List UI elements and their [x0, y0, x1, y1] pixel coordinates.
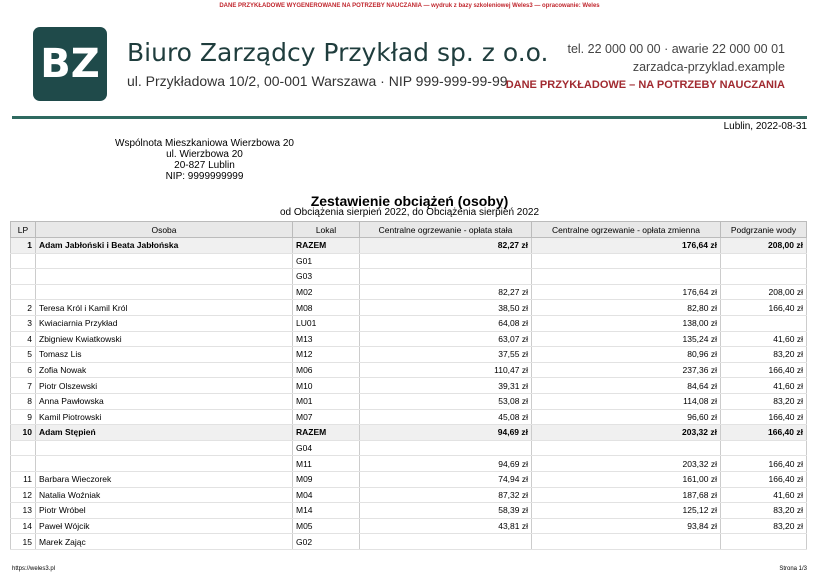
cell-lp: 7	[11, 378, 36, 394]
cell-osoba: Zofia Nowak	[36, 362, 293, 378]
recipient-city: 20-827 Lublin	[174, 160, 235, 171]
cell-lp: 4	[11, 331, 36, 347]
cell-water-heating	[721, 253, 807, 269]
cell-lp: 8	[11, 393, 36, 409]
col-variable-heating: Centralne ogrzewanie - opłata zmienna	[532, 222, 721, 238]
cell-osoba	[36, 269, 293, 285]
cell-fixed-heating	[360, 440, 532, 456]
cell-osoba	[36, 284, 293, 300]
table-row	[11, 487, 807, 503]
recipient-name: Wspólnota Mieszkaniowa Wierzbowa 20	[115, 138, 294, 149]
table-row	[11, 378, 807, 394]
table-row	[11, 503, 807, 519]
table-row	[11, 253, 807, 269]
cell-variable-heating: 84,64 zł	[532, 378, 721, 394]
cell-lokal: M02	[293, 284, 360, 300]
cell-water-heating: 41,60 zł	[721, 331, 807, 347]
table-row	[11, 425, 807, 441]
cell-lokal: RAZEM	[293, 238, 360, 254]
cell-water-heating: 83,20 zł	[721, 503, 807, 519]
company-address: ul. Przykładowa 10/2, 00-001 Warszawa · NIP 999-999-99-99	[127, 73, 508, 89]
cell-lokal: M07	[293, 409, 360, 425]
cell-osoba: Natalia Woźniak	[36, 487, 293, 503]
cell-osoba	[36, 456, 293, 472]
cell-lp	[11, 284, 36, 300]
cell-fixed-heating: 43,81 zł	[360, 518, 532, 534]
cell-fixed-heating: 38,50 zł	[360, 300, 532, 316]
cell-osoba	[36, 253, 293, 269]
cell-lokal: G04	[293, 440, 360, 456]
cell-osoba: Zbigniew Kwiatkowski	[36, 331, 293, 347]
footer-page: Strona 1/3	[779, 566, 807, 572]
col-lokal: Lokal	[293, 222, 360, 238]
cell-lokal: G01	[293, 253, 360, 269]
cell-fixed-heating: 94,69 zł	[360, 456, 532, 472]
report-title: Zestawienie obciążeń (osoby)	[310, 193, 509, 209]
cell-fixed-heating: 82,27 zł	[360, 238, 532, 254]
cell-lokal: M05	[293, 518, 360, 534]
cell-lokal: M08	[293, 300, 360, 316]
cell-water-heating: 166,40 zł	[721, 300, 807, 316]
cell-lp: 13	[11, 503, 36, 519]
cell-osoba: Teresa Król i Kamil Król	[36, 300, 293, 316]
cell-lp: 5	[11, 347, 36, 363]
cell-osoba: Piotr Olszewski	[36, 378, 293, 394]
table-row	[11, 269, 807, 285]
cell-variable-heating: 125,12 zł	[532, 503, 721, 519]
cell-water-heating: 166,40 zł	[721, 456, 807, 472]
cell-fixed-heating: 87,32 zł	[360, 487, 532, 503]
cell-fixed-heating: 64,08 zł	[360, 315, 532, 331]
company-logo: BZ	[33, 27, 107, 101]
cell-water-heating: 41,60 zł	[721, 378, 807, 394]
teaching-banner: DANE PRZYKŁADOWE WYGENEROWANE NA POTRZEBY NAUCZANIA — wydruk z bazy szkoleniowej Weles3 — opracowanie: Weles	[219, 3, 600, 9]
cell-lp	[11, 440, 36, 456]
cell-lp	[11, 269, 36, 285]
cell-osoba: Barbara Wieczorek	[36, 471, 293, 487]
cell-lp: 9	[11, 409, 36, 425]
cell-lp: 12	[11, 487, 36, 503]
cell-lokal: RAZEM	[293, 425, 360, 441]
cell-lp: 2	[11, 300, 36, 316]
cell-variable-heating: 93,84 zł	[532, 518, 721, 534]
cell-water-heating: 208,00 zł	[721, 284, 807, 300]
table-row	[11, 347, 807, 363]
cell-water-heating: 166,40 zł	[721, 409, 807, 425]
contact-block	[506, 40, 785, 94]
cell-variable-heating: 237,36 zł	[532, 362, 721, 378]
cell-variable-heating	[532, 534, 721, 550]
cell-variable-heating: 96,60 zł	[532, 409, 721, 425]
cell-variable-heating: 161,00 zł	[532, 471, 721, 487]
table-row	[11, 315, 807, 331]
cell-variable-heating	[532, 440, 721, 456]
cell-variable-heating: 138,00 zł	[532, 315, 721, 331]
cell-water-heating	[721, 315, 807, 331]
cell-osoba: Kamil Piotrowski	[36, 409, 293, 425]
cell-fixed-heating	[360, 269, 532, 285]
cell-osoba: Adam Stępień	[36, 425, 293, 441]
table-row	[11, 518, 807, 534]
cell-variable-heating: 187,68 zł	[532, 487, 721, 503]
cell-water-heating: 83,20 zł	[721, 393, 807, 409]
table-row	[11, 471, 807, 487]
cell-variable-heating: 135,24 zł	[532, 331, 721, 347]
table-row	[11, 300, 807, 316]
cell-lokal: M11	[293, 456, 360, 472]
table-row	[11, 284, 807, 300]
cell-variable-heating: 82,80 zł	[532, 300, 721, 316]
company-name: Biuro Zarządcy Przykład sp. z o.o.	[127, 38, 549, 67]
cell-lp: 3	[11, 315, 36, 331]
cell-lokal: M10	[293, 378, 360, 394]
cell-lp	[11, 456, 36, 472]
table-row	[11, 456, 807, 472]
footer-url: https://weles3.pl	[12, 566, 56, 572]
sample-data-flag: DANE PRZYKŁADOWE – NA POTRZEBY NAUCZANIA	[505, 79, 785, 91]
cell-osoba: Marek Zając	[36, 534, 293, 550]
cell-osoba	[36, 440, 293, 456]
cell-lp: 11	[11, 471, 36, 487]
cell-variable-heating: 176,64 zł	[532, 284, 721, 300]
cell-fixed-heating: 45,08 zł	[360, 409, 532, 425]
col-osoba: Osoba	[36, 222, 293, 238]
cell-water-heating	[721, 269, 807, 285]
cell-lokal: G03	[293, 269, 360, 285]
cell-fixed-heating	[360, 534, 532, 550]
cell-lokal: M14	[293, 503, 360, 519]
recipient-street: ul. Wierzbowa 20	[166, 149, 243, 160]
cell-fixed-heating: 53,08 zł	[360, 393, 532, 409]
table-row	[11, 440, 807, 456]
cell-lokal: LU01	[293, 315, 360, 331]
col-water-heating: Podgrzanie wody	[721, 222, 807, 238]
table-row	[11, 362, 807, 378]
cell-lokal: M09	[293, 471, 360, 487]
table-row	[11, 409, 807, 425]
cell-water-heating: 166,40 zł	[721, 425, 807, 441]
cell-variable-heating: 80,96 zł	[532, 347, 721, 363]
cell-variable-heating: 203,32 zł	[532, 456, 721, 472]
cell-fixed-heating: 94,69 zł	[360, 425, 532, 441]
cell-fixed-heating: 37,55 zł	[360, 347, 532, 363]
cell-variable-heating: 203,32 zł	[532, 425, 721, 441]
cell-lokal: M13	[293, 331, 360, 347]
table-row	[11, 238, 807, 254]
cell-lp: 6	[11, 362, 36, 378]
table-row	[11, 331, 807, 347]
cell-lp	[11, 253, 36, 269]
contact-phone: tel. 22 000 00 00 · awarie 22 000 00 01	[567, 42, 785, 56]
cell-water-heating	[721, 440, 807, 456]
cell-variable-heating	[532, 253, 721, 269]
cell-fixed-heating: 63,07 zł	[360, 331, 532, 347]
cell-fixed-heating: 82,27 zł	[360, 284, 532, 300]
cell-variable-heating: 176,64 zł	[532, 238, 721, 254]
recipient-nip: NIP: 9999999999	[165, 171, 244, 182]
contact-site: zarzadca-przyklad.example	[632, 60, 785, 74]
cell-lokal: M01	[293, 393, 360, 409]
cell-fixed-heating	[360, 253, 532, 269]
cell-osoba: Piotr Wróbel	[36, 503, 293, 519]
cell-water-heating: 83,20 zł	[721, 347, 807, 363]
cell-lokal: G02	[293, 534, 360, 550]
cell-variable-heating: 114,08 zł	[532, 393, 721, 409]
cell-fixed-heating: 74,94 zł	[360, 471, 532, 487]
cell-fixed-heating: 58,39 zł	[360, 503, 532, 519]
cell-osoba: Kwiaciarnia Przykład	[36, 315, 293, 331]
cell-water-heating: 166,40 zł	[721, 362, 807, 378]
cell-osoba: Paweł Wójcik	[36, 518, 293, 534]
cell-water-heating: 166,40 zł	[721, 471, 807, 487]
cell-lp: 1	[11, 238, 36, 254]
cell-osoba: Adam Jabłoński i Beata Jabłońska	[36, 238, 293, 254]
cell-water-heating: 83,20 zł	[721, 518, 807, 534]
charges-table	[10, 221, 807, 550]
cell-fixed-heating: 39,31 zł	[360, 378, 532, 394]
cell-lp: 10	[11, 425, 36, 441]
cell-water-heating: 208,00 zł	[721, 238, 807, 254]
cell-fixed-heating: 110,47 zł	[360, 362, 532, 378]
cell-osoba: Anna Pawłowska	[36, 393, 293, 409]
place-date: Lublin, 2022-08-31	[723, 121, 807, 132]
report-period: od Obciążenia sierpień 2022, do Obciążenia sierpień 2022	[279, 207, 540, 218]
cell-osoba: Tomasz Lis	[36, 347, 293, 363]
col-lp: LP	[11, 222, 36, 238]
cell-lp: 15	[11, 534, 36, 550]
cell-lokal: M12	[293, 347, 360, 363]
table-header-row	[11, 222, 807, 238]
table-row	[11, 534, 807, 550]
cell-lokal: M06	[293, 362, 360, 378]
table-row	[11, 393, 807, 409]
col-fixed-heating: Centralne ogrzewanie - opłata stała	[360, 222, 532, 238]
cell-lokal: M04	[293, 487, 360, 503]
cell-water-heating: 41,60 zł	[721, 487, 807, 503]
recipient-block	[115, 138, 294, 182]
cell-lp: 14	[11, 518, 36, 534]
cell-variable-heating	[532, 269, 721, 285]
header-divider	[12, 116, 807, 119]
cell-water-heating	[721, 534, 807, 550]
